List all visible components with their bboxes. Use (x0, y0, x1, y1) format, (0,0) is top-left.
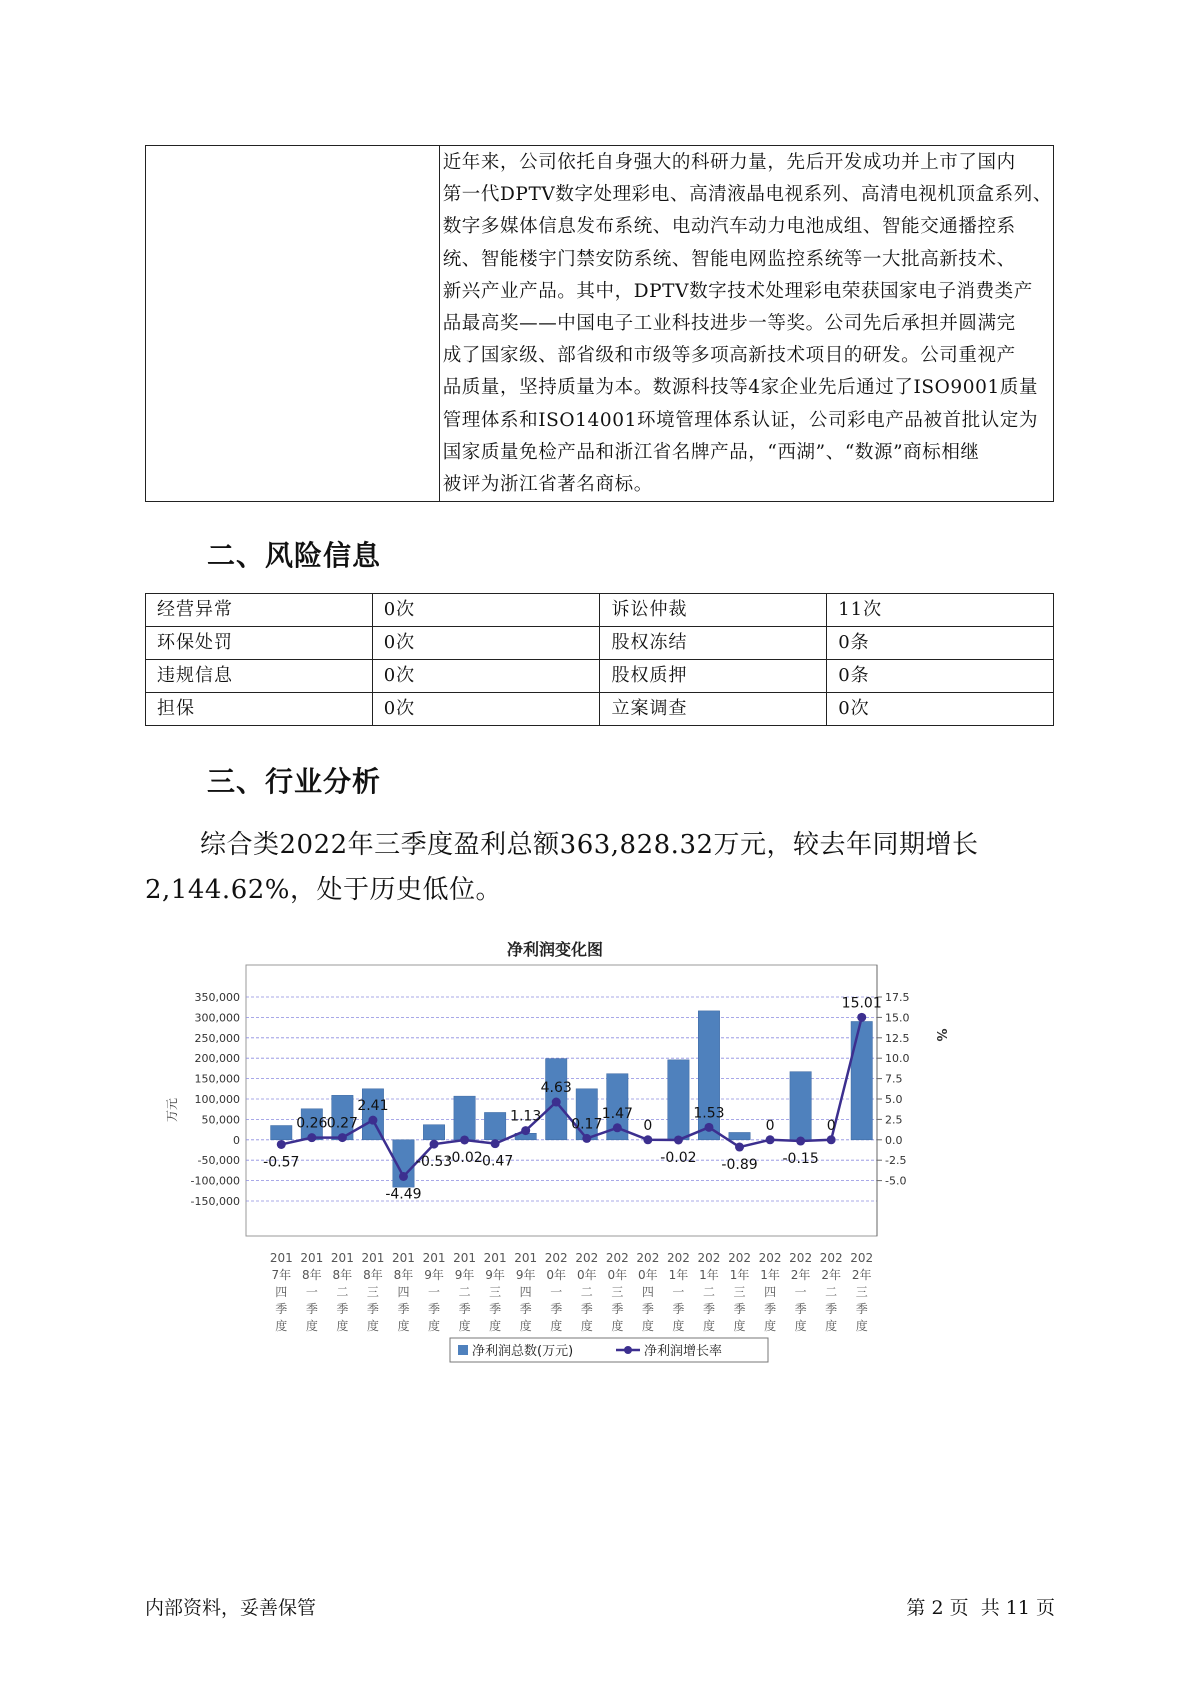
x-tick-label: 0年 (638, 1268, 658, 1282)
x-tick-label: 度 (611, 1319, 624, 1333)
y2-tick-label: 10.0 (885, 1052, 910, 1066)
data-label: 1.53 (693, 1105, 725, 1122)
risk-item-label: 经营异常 (146, 594, 373, 627)
x-tick-label: 度 (672, 1319, 685, 1333)
x-tick-label: 202 (544, 1251, 568, 1265)
x-tick-label: 度 (397, 1319, 410, 1333)
x-tick-label: 季 (428, 1302, 441, 1316)
data-label: -0.02 (446, 1149, 483, 1166)
risk-item-label: 违规信息 (146, 660, 373, 693)
x-tick-label: 202 (605, 1251, 629, 1265)
x-tick-label: 201 (361, 1251, 385, 1265)
y2-tick-label: 5.0 (885, 1093, 903, 1106)
x-tick-label: 一 (305, 1285, 318, 1299)
data-label: 4.63 (540, 1080, 572, 1097)
x-tick-label: 季 (580, 1302, 593, 1316)
x-tick-label: 202 (819, 1251, 843, 1265)
growth-point (704, 1123, 713, 1132)
y-tick-label: 300,000 (194, 1011, 240, 1025)
x-tick-label: 0年 (607, 1268, 628, 1282)
data-label: -0.15 (782, 1151, 819, 1168)
y-tick-label: 50,000 (201, 1113, 240, 1127)
page-label-mid: 页 共 (949, 1597, 1000, 1619)
page-total: 11 (1005, 1597, 1030, 1619)
x-tick-label: 1年 (668, 1268, 689, 1282)
x-tick-label: 度 (764, 1319, 777, 1333)
intro-line: 管理体系和ISO14001环境管理体系认证，公司彩电产品被首批认定为 (442, 409, 1039, 431)
x-tick-label: 季 (275, 1302, 288, 1316)
section-title-risk: 二、风险信息 (207, 539, 382, 572)
growth-point (613, 1123, 622, 1132)
x-tick-label: 一 (428, 1285, 441, 1299)
x-tick-label: 季 (794, 1302, 807, 1316)
x-tick-label: 8年 (302, 1268, 322, 1282)
x-tick-label: 季 (336, 1302, 349, 1316)
x-tick-label: 度 (275, 1319, 288, 1333)
growth-point (338, 1133, 347, 1142)
risk-item-value: 0次 (827, 693, 1054, 726)
legend-swatch-bar (458, 1345, 468, 1355)
intro-line: 新兴产业产品。其中，DPTV数字技术处理彩电荣获国家电子消费类产 (442, 280, 1033, 302)
risk-item-value: 0次 (372, 627, 600, 660)
x-tick-label: 季 (397, 1302, 410, 1316)
risk-item-label: 股权冻结 (600, 627, 827, 660)
y2-tick-label: 7.5 (885, 1072, 903, 1086)
x-tick-label: 度 (855, 1319, 868, 1333)
growth-point (827, 1135, 836, 1144)
growth-point (430, 1140, 439, 1149)
x-tick-label: 202 (728, 1251, 751, 1265)
x-tick-label: 度 (519, 1319, 532, 1333)
footer-confidential: 内部资料，妥善保管 (145, 1597, 317, 1619)
y-tick-label: 100,000 (194, 1093, 240, 1106)
y2-tick-label: 12.5 (885, 1031, 910, 1045)
x-tick-label: 季 (550, 1302, 563, 1316)
data-label: 2.41 (357, 1098, 389, 1115)
y2-tick-label: 0.0 (885, 1133, 903, 1147)
x-tick-label: 9年 (454, 1268, 475, 1282)
y-tick-label: 250,000 (194, 1031, 240, 1045)
x-tick-label: 一 (550, 1285, 563, 1299)
x-tick-label: 二 (825, 1285, 838, 1299)
risk-item-label: 股权质押 (600, 660, 827, 693)
data-label: 1.47 (601, 1105, 633, 1122)
y2-tick-label: 15.0 (885, 1011, 910, 1025)
y-tick-label: -100,000 (190, 1174, 240, 1188)
intro-line: 品最高奖——中国电子工业科技进步一等奖。公司先后承担并圆满完 (442, 313, 1016, 335)
x-tick-label: 1年 (699, 1268, 719, 1282)
data-label: -0.57 (263, 1154, 300, 1171)
x-tick-label: 201 (453, 1251, 477, 1265)
intro-line: 第一代DPTV数字处理彩电、高清液晶电视系列、高清电视机顶盒系列、 (442, 184, 1052, 206)
net-profit-chart (150, 935, 1030, 1395)
bar (790, 1072, 811, 1140)
intro-line: 数字多媒体信息发布系统、电动汽车动力电池成组、智能交通播控系 (442, 216, 1016, 238)
x-tick-label: 0年 (576, 1268, 597, 1282)
x-tick-label: 季 (641, 1302, 654, 1316)
x-tick-label: 一 (672, 1285, 685, 1299)
data-label: -0.02 (660, 1149, 697, 1166)
x-tick-label: 202 (697, 1251, 721, 1265)
x-tick-label: 度 (794, 1319, 807, 1333)
x-tick-label: 季 (672, 1302, 685, 1316)
x-tick-label: 202 (758, 1251, 782, 1265)
y-tick-label: -50,000 (197, 1154, 240, 1168)
x-tick-label: 1年 (729, 1268, 750, 1282)
intro-text-cell (439, 146, 1053, 502)
y-tick-label: -150,000 (190, 1195, 240, 1208)
x-tick-label: 季 (489, 1302, 502, 1316)
x-tick-label: 0年 (546, 1268, 567, 1282)
x-tick-label: 三 (733, 1285, 746, 1299)
x-tick-label: 度 (366, 1319, 379, 1333)
legend-label-line: 净利润增长率 (644, 1344, 723, 1359)
x-tick-label: 7年 (271, 1268, 292, 1282)
data-label: -0.47 (477, 1153, 514, 1170)
y-axis-label: 万元 (165, 1097, 179, 1123)
data-label: 0.17 (571, 1116, 603, 1133)
x-tick-label: 201 (422, 1251, 446, 1265)
x-tick-label: 度 (336, 1319, 349, 1333)
analysis-line-1: 综合类2022年三季度盈利总额363,828.32万元，较去年同期增长 (200, 830, 979, 860)
x-tick-label: 8年 (332, 1268, 353, 1282)
data-label: -0.53 (415, 1154, 453, 1171)
risk-item-value: 0条 (827, 627, 1054, 660)
y2-tick-label: 2.5 (885, 1113, 903, 1127)
x-tick-label: 季 (764, 1302, 777, 1316)
growth-point (368, 1116, 377, 1125)
data-label: -0.89 (721, 1157, 758, 1174)
x-tick-label: 季 (702, 1302, 715, 1316)
bar (851, 1021, 872, 1139)
bar (484, 1112, 505, 1139)
intro-label-cell (146, 146, 440, 502)
x-tick-label: 度 (489, 1319, 502, 1333)
growth-point (735, 1143, 744, 1152)
legend-label-bar: 净利润总数(万元) (472, 1344, 574, 1359)
risk-item-value: 0次 (372, 594, 600, 627)
y-tick-label: 150,000 (194, 1072, 240, 1086)
growth-point (582, 1134, 591, 1143)
x-tick-label: 四 (764, 1285, 777, 1299)
y-tick-label: 200,000 (194, 1052, 240, 1066)
x-tick-label: 度 (825, 1319, 838, 1333)
intro-line: 成了国家级、部省级和市级等多项高新技术项目的研发。公司重视产 (442, 345, 1016, 367)
growth-point (552, 1098, 561, 1107)
x-tick-label: 度 (550, 1319, 563, 1333)
risk-row (146, 693, 1054, 726)
x-tick-label: 一 (794, 1285, 807, 1299)
company-intro-table (145, 145, 1054, 502)
x-tick-label: 三 (611, 1285, 624, 1299)
y2-tick-label: 17.5 (885, 991, 910, 1004)
x-tick-label: 9年 (515, 1268, 536, 1282)
x-tick-label: 三 (855, 1285, 868, 1299)
intro-line: 国家质量免检产品和浙江省名牌产品，“西湖”、“数源”商标相继 (442, 441, 980, 463)
risk-row (146, 627, 1054, 660)
data-label: 1.13 (510, 1108, 542, 1125)
risk-item-label: 环保处罚 (146, 627, 373, 660)
x-tick-label: 度 (580, 1319, 593, 1333)
x-tick-label: 202 (850, 1251, 874, 1265)
growth-point (857, 1013, 866, 1022)
x-tick-label: 8年 (363, 1268, 383, 1282)
growth-point (399, 1172, 408, 1181)
x-tick-label: 季 (825, 1302, 838, 1316)
x-tick-label: 8年 (393, 1268, 414, 1282)
y-tick-label: 0 (233, 1133, 240, 1147)
x-tick-label: 二 (702, 1285, 715, 1299)
risk-row (146, 594, 1054, 627)
growth-point (674, 1135, 683, 1144)
risk-item-value: 0次 (372, 660, 600, 693)
x-tick-label: 度 (305, 1319, 318, 1333)
x-tick-label: 季 (611, 1302, 624, 1316)
x-tick-label: 二 (580, 1285, 593, 1299)
data-label: 0 (765, 1117, 775, 1134)
x-tick-label: 季 (366, 1302, 379, 1316)
risk-info-table (145, 593, 1054, 726)
intro-line: 统、智能楼宇门禁安防系统、智能电网监控系统等一大批高新技术、 (442, 248, 1016, 270)
x-tick-label: 季 (733, 1302, 746, 1316)
x-tick-label: 202 (666, 1251, 690, 1265)
page-label-pre: 第 (906, 1597, 926, 1619)
risk-row (146, 660, 1054, 693)
x-tick-label: 201 (330, 1251, 354, 1265)
x-tick-label: 四 (519, 1285, 532, 1299)
page-num: 2 (931, 1597, 944, 1619)
intro-line: 近年来，公司依托自身强大的科研力量，先后开发成功并上市了国内 (442, 152, 1016, 173)
x-tick-label: 1年 (760, 1268, 780, 1282)
x-tick-label: 度 (733, 1319, 746, 1333)
risk-item-value: 0次 (372, 693, 600, 726)
data-label: 0 (826, 1117, 836, 1134)
analysis-line-2: 2,144.62%，处于历史低位。 (145, 875, 502, 905)
growth-point (460, 1135, 469, 1144)
bar (729, 1132, 750, 1139)
x-tick-label: 2年 (851, 1268, 872, 1282)
page-label-post: 页 (1035, 1597, 1055, 1619)
y2-axis-label: % (933, 1028, 948, 1042)
data-label: 0.27 (326, 1115, 358, 1132)
x-tick-label: 三 (489, 1285, 502, 1299)
x-tick-label: 9年 (485, 1268, 505, 1282)
x-tick-label: 202 (636, 1251, 660, 1265)
x-tick-label: 202 (575, 1251, 599, 1265)
legend-marker-line (624, 1346, 632, 1354)
section-title-industry: 三、行业分析 (207, 765, 382, 798)
x-tick-label: 201 (483, 1251, 507, 1265)
x-tick-label: 季 (855, 1302, 868, 1316)
x-tick-label: 四 (275, 1285, 288, 1299)
x-tick-label: 季 (458, 1302, 471, 1316)
x-tick-label: 季 (305, 1302, 318, 1316)
risk-item-label: 担保 (146, 693, 373, 726)
x-tick-label: 季 (519, 1302, 532, 1316)
bar (454, 1096, 475, 1140)
intro-line: 品质量，坚持质量为本。数源科技等4家企业先后通过了ISO9001质量 (442, 377, 1039, 399)
x-tick-label: 度 (702, 1319, 715, 1333)
risk-item-value: 0条 (827, 660, 1054, 693)
x-tick-label: 201 (392, 1251, 415, 1265)
x-tick-label: 度 (458, 1319, 471, 1333)
risk-item-value: 11次 (827, 594, 1054, 627)
y2-tick-label: -5.0 (885, 1174, 907, 1188)
growth-point (277, 1140, 286, 1149)
data-label: 0 (643, 1117, 653, 1134)
x-tick-label: 三 (366, 1285, 379, 1299)
bar (271, 1126, 292, 1140)
risk-item-label: 立案调查 (600, 693, 827, 726)
x-tick-label: 201 (300, 1251, 324, 1265)
data-label: -4.49 (385, 1186, 422, 1203)
growth-point (491, 1139, 500, 1148)
intro-text (440, 146, 1053, 501)
growth-point (521, 1126, 530, 1135)
footer-page-number (906, 1593, 1055, 1620)
x-tick-label: 四 (397, 1285, 410, 1299)
x-tick-label: 202 (789, 1251, 813, 1265)
growth-point (796, 1137, 805, 1146)
x-tick-label: 9年 (424, 1268, 444, 1282)
data-label: 15.01 (841, 995, 882, 1012)
intro-line: 被评为浙江省著名商标。 (442, 474, 653, 496)
x-tick-label: 2年 (790, 1268, 811, 1282)
bar (668, 1060, 689, 1140)
y2-tick-label: -2.5 (885, 1154, 907, 1168)
growth-point (643, 1135, 652, 1144)
risk-item-label: 诉讼仲裁 (600, 594, 827, 627)
growth-point (307, 1133, 316, 1142)
y-tick-label: 350,000 (194, 991, 240, 1004)
chart-title: 净利润变化图 (506, 940, 604, 959)
data-label: 0.26 (296, 1115, 328, 1132)
x-tick-label: 度 (428, 1319, 441, 1333)
x-tick-label: 二 (458, 1285, 471, 1299)
x-tick-label: 2年 (821, 1268, 841, 1282)
x-tick-label: 201 (514, 1251, 538, 1265)
growth-point (766, 1135, 775, 1144)
x-tick-label: 201 (269, 1251, 293, 1265)
bar (423, 1125, 444, 1140)
x-tick-label: 二 (336, 1285, 349, 1299)
x-tick-label: 度 (641, 1319, 654, 1333)
x-tick-label: 四 (641, 1285, 654, 1299)
